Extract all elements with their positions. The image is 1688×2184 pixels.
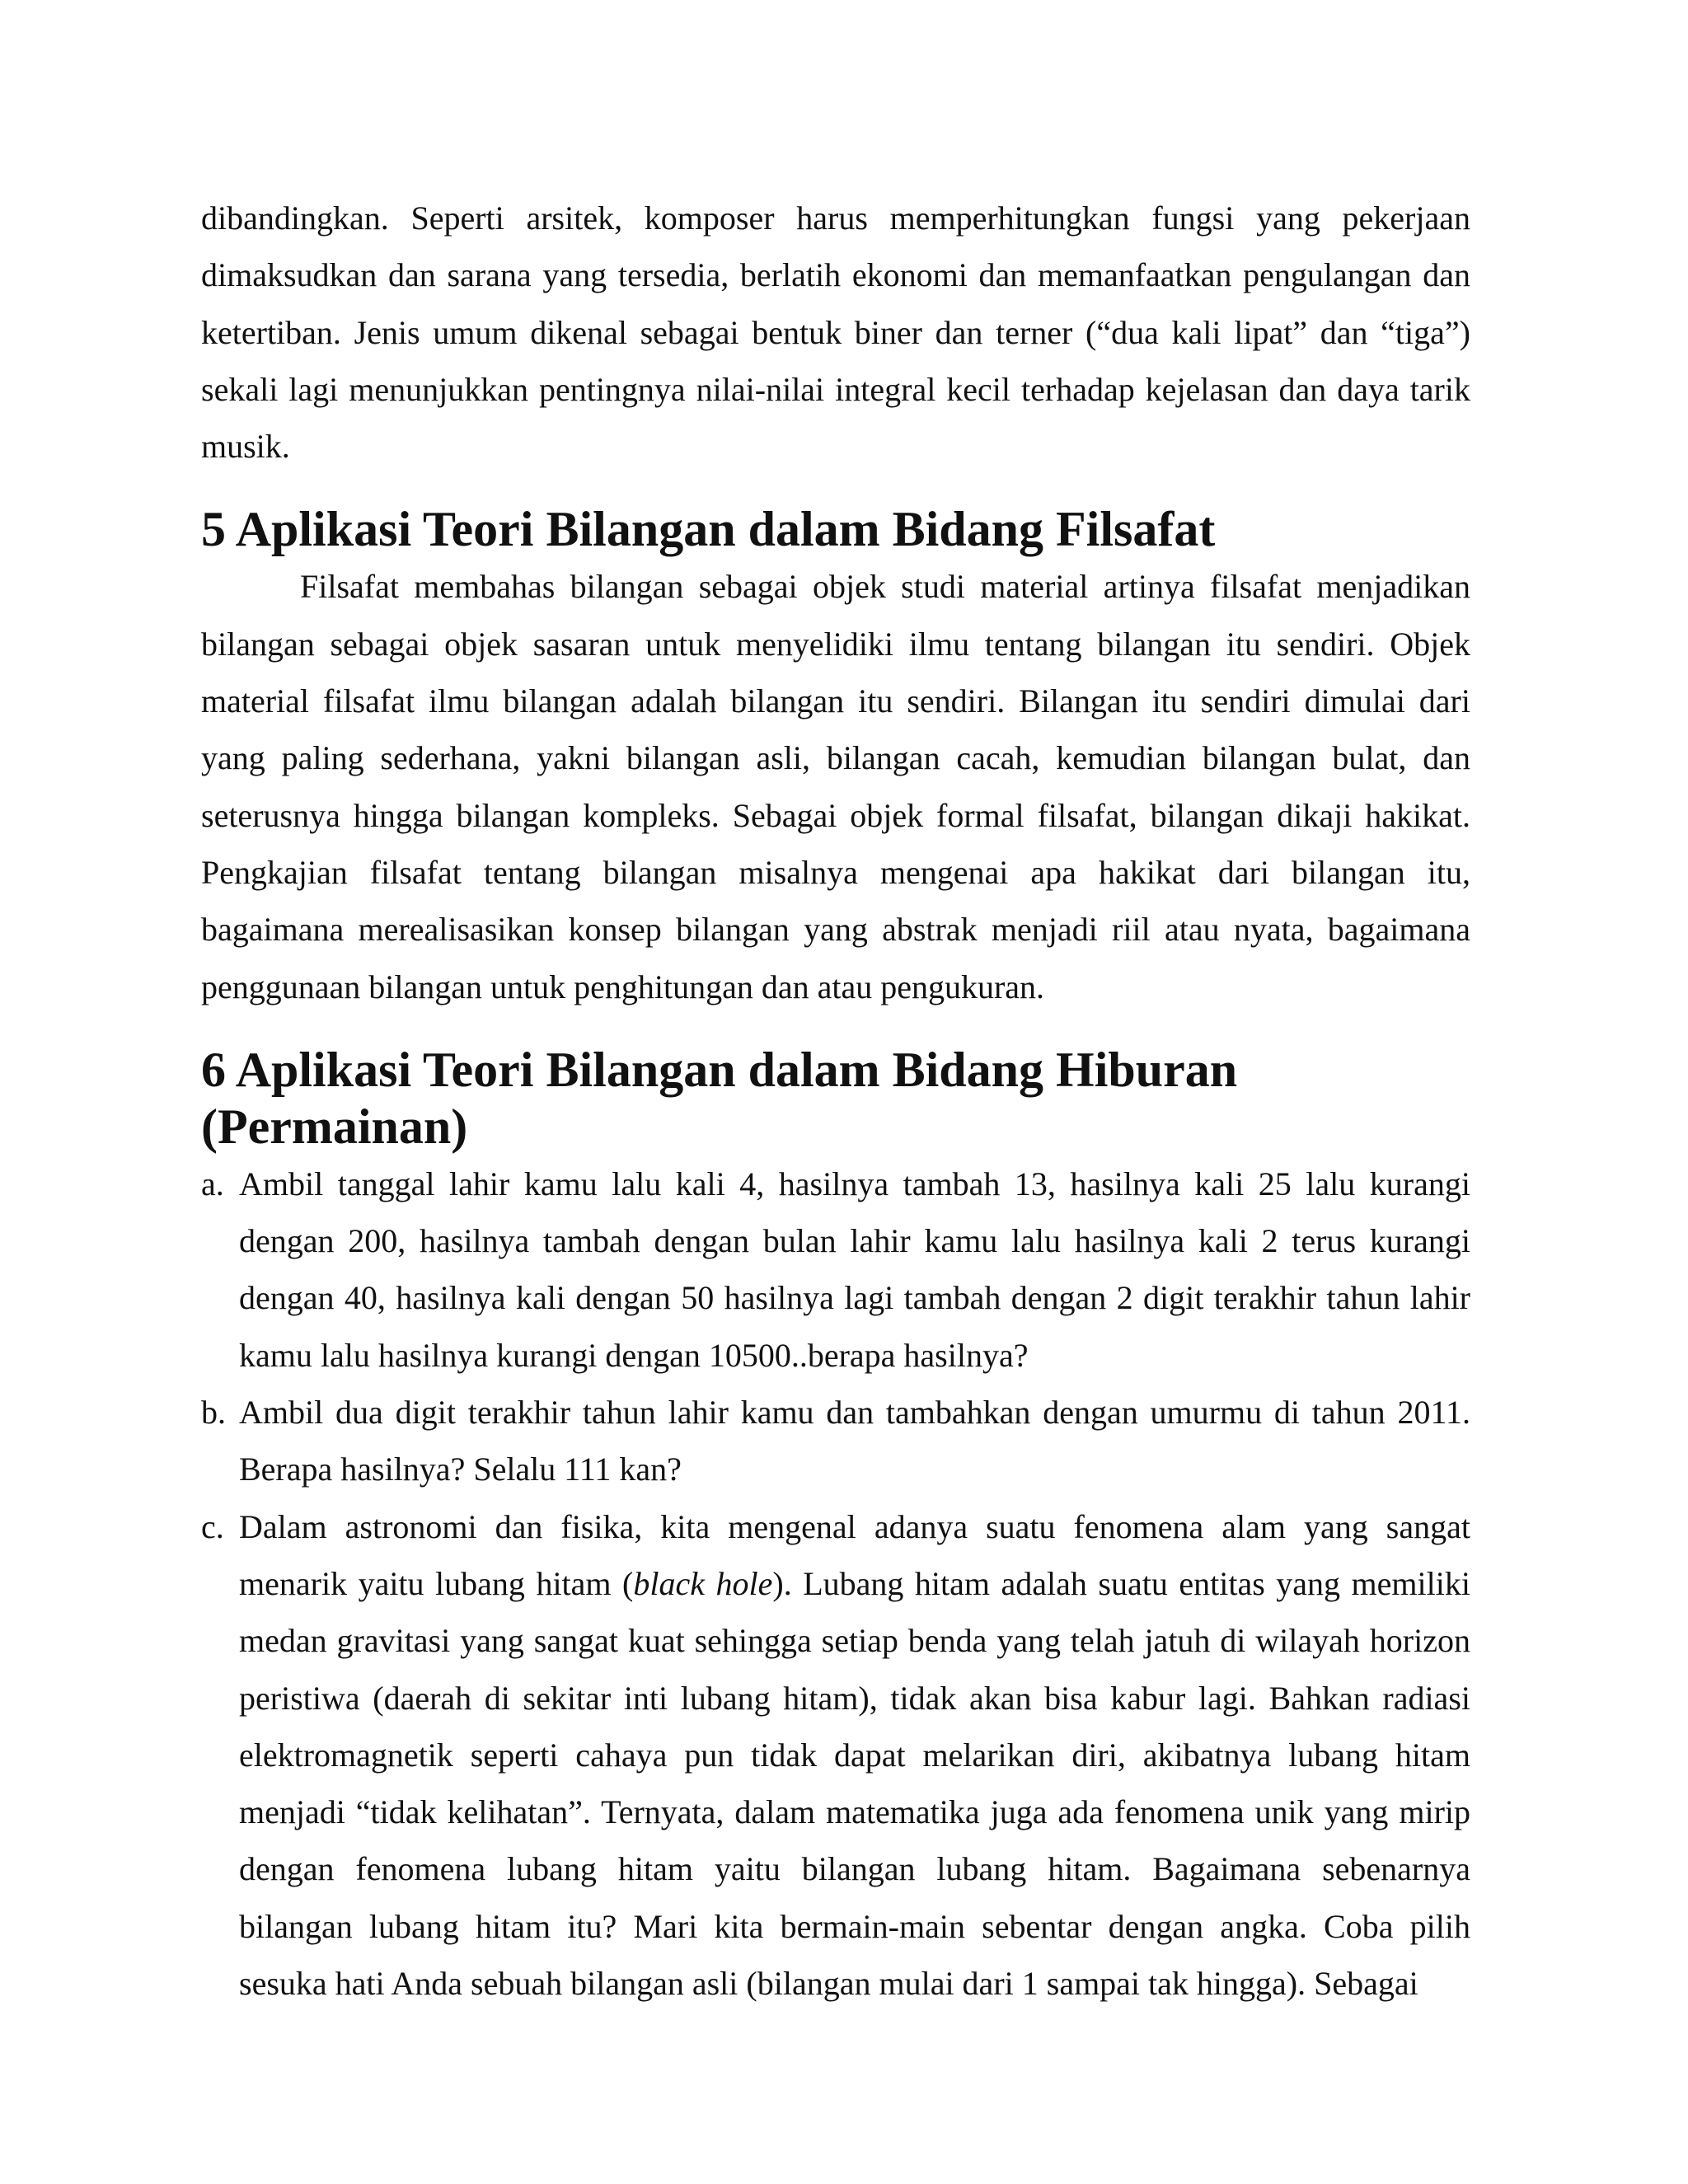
section-5-paragraph: Filsafat membahas bilangan sebagai objek studi material artinya filsafat menjadikan bilangan sebagai objek sasaran untuk menyelidiki ilmu tentang bilangan itu sendiri. Objek material filsafat ilmu bilangan adalah bilangan itu sendiri. Bilangan itu sendiri dimulai dari yang paling sederhana, yakni bilangan asli, bilangan cacah, kemudian bilangan bulat, dan seterusnya hingga bilangan kompleks. Sebagai objek formal filsafat, bilangan dikaji hakikat. Pengkajian filsafat tentang bilangan misalnya mengenai apa hakikat dari bilangan itu, bagaimana merealisasikan konsep bilangan yang abstrak menjadi riil atau nyata, bagaimana penggunaan bilangan untuk penghitungan dan atau pengukuran. xyxy=(201,568,1470,1005)
text-segment: Dalam astronomi dan fisika, kita mengenal adanya suatu fenomena alam yang sangat menarik yaitu lubang hitam ( xyxy=(239,1507,1470,1602)
list-marker: b. xyxy=(201,1394,226,1432)
list-item-text: Ambil tanggal lahir kamu lalu kali 4, hasilnya tambah 13, hasilnya kali 25 lalu kurangi dengan 200, hasilnya tambah dengan bulan lahir kamu lalu hasilnya kali 2 terus kurangi dengan 40, hasilnya kali dengan 50 hasilnya lagi tambah dengan 2 digit terakhir tahun lahir kamu lalu hasilnya kurangi dengan 10500..berapa hasilnya? xyxy=(239,1165,1470,1374)
list-item-text xyxy=(239,1498,1470,2013)
intro-paragraph: dibandingkan. Seperti arsitek, komposer harus memperhitungkan fungsi yang pekerjaan dimaksudkan dan sarana yang tersedia, berlatih ekonomi dan memanfaatkan pengulangan dan ketertiban. Jenis umum dikenal sebagai bentuk biner dan terner (“dua kali lipat” dan “tiga”) sekali lagi menunjukkan pentingnya nilai-nilai integral kecil terhadap kejelasan dan daya tarik musik. xyxy=(201,199,1470,466)
section-spacer xyxy=(201,475,1470,501)
list-item-c xyxy=(201,1498,1470,2013)
list-item-b xyxy=(201,1384,1470,1498)
section-spacer xyxy=(201,1015,1470,1042)
list-marker: c. xyxy=(201,1507,224,1545)
section-5-heading: 5 Aplikasi Teori Bilangan dalam Bidang Filsafat xyxy=(201,502,1216,557)
italic-term: black hole xyxy=(633,1564,773,1602)
page-content xyxy=(201,190,1470,2012)
section-6-heading: 6 Aplikasi Teori Bilangan dalam Bidang Hiburan (Permainan) xyxy=(201,1042,1238,1154)
list-marker: a. xyxy=(201,1165,224,1202)
list-item-text: Ambil dua digit terakhir tahun lahir kamu dan tambahkan dengan umurmu di tahun 2011. Berapa hasilnya? Selalu 111 kan? xyxy=(239,1394,1470,1488)
section-6-list xyxy=(201,1155,1470,2012)
list-item-a xyxy=(201,1155,1470,1384)
text-segment: ). Lubang hitam adalah suatu entitas yang memiliki medan gravitasi yang sangat kuat sehingga setiap benda yang telah jatuh di wilayah horizon peristiwa (daerah di sekitar inti lubang hitam), tidak akan bisa kabur lagi. Bahkan radiasi elektromagnetik seperti cahaya pun tidak dapat melarikan diri, akibatnya lubang hitam menjadi “tidak kelihatan”. Ternyata, dalam matematika juga ada fenomena unik yang mirip dengan fenomena lubang hitam yaitu bilangan lubang hitam. Bagaimana sebenarnya bilangan lubang hitam itu? Mari kita bermain-main sebentar dengan angka. Coba pilih sesuka hati Anda sebuah bilangan asli (bilangan mulai dari 1 sampai tak hingga). Sebagai xyxy=(239,1564,1470,2003)
